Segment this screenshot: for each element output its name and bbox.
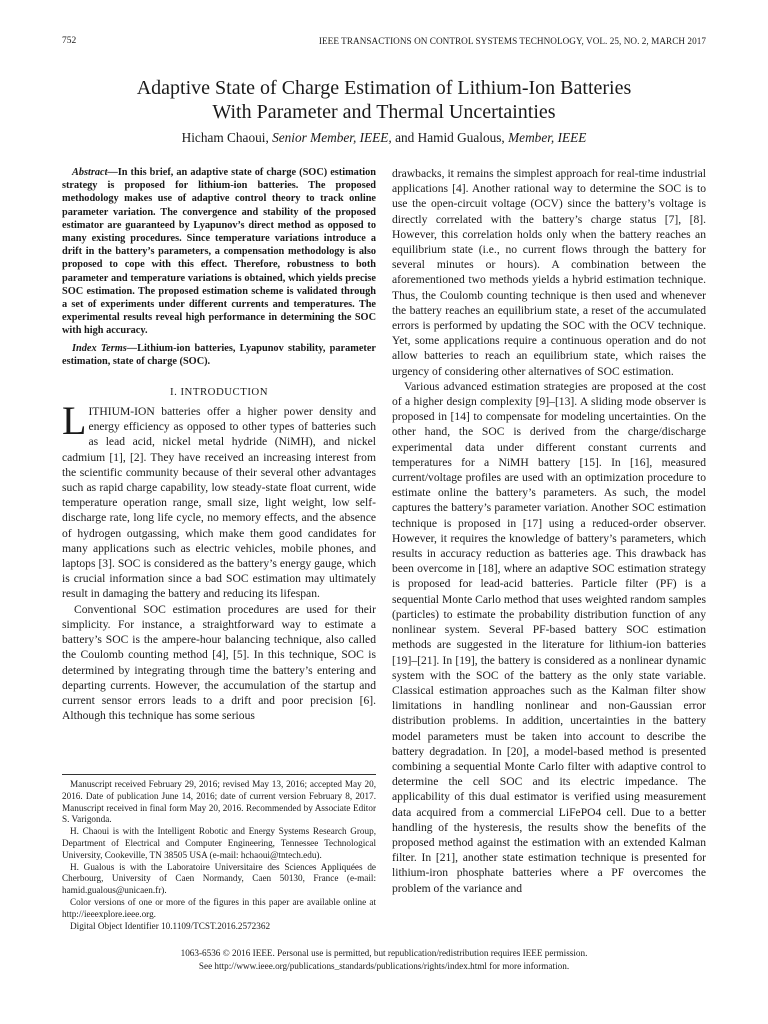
author-1-role: Senior Member, IEEE, bbox=[272, 130, 392, 145]
intro-paragraph-1 bbox=[62, 398, 376, 602]
title-line-2: With Parameter and Thermal Uncertainties bbox=[212, 101, 556, 123]
author-line bbox=[62, 130, 706, 146]
paper-title bbox=[62, 76, 706, 124]
abstract-text: In this brief, an adaptive state of charge (SOC) estimation strategy is proposed for lithium-ion batteries. The proposed methodology makes use of adaptive control theory to track online parameter variation. The convergence and stability of the proposed estimator are guaranteed by Lyapunov’s direct method as opposed to many existing procedures. Since temperature variations introduce a drift in the battery’s parameters, a compensation methodology is also proposed to cope with this effect. Therefore, robustness to both parameter and temperature variations is obtained, which yields precise SOC estimation. The proposed estimation scheme is validated through a set of experiments under different currents and temperatures. The experimental results reveal high performance in determining the SOC with high accuracy. bbox=[62, 167, 376, 337]
footnotes bbox=[62, 774, 376, 932]
footnote-color-versions: Color versions of one or more of the figures in this paper are available online at http://ieeexplore.ieee.org. bbox=[62, 896, 376, 919]
index-terms-text: Lithium-ion batteries, Lyapunov stability, parameter estimation, state of charge (SOC). bbox=[62, 342, 376, 367]
intro-paragraph-1-text: ITHIUM-ION batteries offer a higher power density and energy efficiency as opposed to other types of batteries such as lead acid, nickel metal hydride (NiMH), and nickel cadmium [1], [2]. They have received an increasing interest from the scientific community because of their several other advantages such as rapid charge capability, low steady-state float current, wide temperature operation range, small size, light weight, low self-discharge rate, long life cycle, no memory effects, and the absence of hydrogen outgassing, which make them good candidates for many applications such as electric vehicles, mobile phones, and laptops [3]. SOC is considered as the battery’s energy gauge, which is crucial information since a bad SOC estimation may ultimately result in damaging the battery and reducing its lifespan. bbox=[62, 405, 376, 601]
footnote-manuscript: Manuscript received February 29, 2016; revised May 13, 2016; accepted May 20, 2016. Date of publication June 14, 2016; date of current version February 8, 2017. Manuscript received in final form May 20, 2016. Recommended by Associate Editor S. Varigonda. bbox=[62, 779, 376, 825]
copyright-line-1: 1063-6536 © 2016 IEEE. Personal use is permitted, but republication/redistribution requires IEEE permission. bbox=[180, 948, 588, 958]
page-number: 752 bbox=[62, 36, 77, 46]
footnote-doi: Digital Object Identifier 10.1109/TCST.2016.2572362 bbox=[70, 920, 271, 931]
index-terms bbox=[62, 342, 376, 368]
running-head: IEEE TRANSACTIONS ON CONTROL SYSTEMS TECHNOLOGY, VOL. 25, NO. 2, MARCH 2017 bbox=[318, 36, 706, 46]
right-paragraph-1: drawbacks, it remains the simplest approach for real-time industrial applications [4]. Another rational way to determine the SOC is to use the open-circuit voltage (OCV) since the battery’s voltage is directly correlated with the battery’s charge status [7], [8]. However, this correlation holds only when the battery reaches an equilibrium state (i.e., no current flows through the battery for several minutes or hours). A combination between the aforementioned two methods yields a hybrid estimation technique. Thus, the Coulomb counting technique is then used and whenever the battery reaches an equilibrium state, a reset of the accumulated errors is performed by updating the SOC with the OCV technique. Yet, some applications require a continuous operation and do not allow batteries to reach an equilibrium state, which raises the urgency of considering other alternatives of SOC estimation. bbox=[392, 167, 706, 378]
footnote-author-1: H. Chaoui is with the Intelligent Robotic and Energy Systems Research Group, Department of Electrical and Computer Engineering, Tennessee Technological University, Cookeville, TN 38505 USA (e-mail: hchaoui@tntech.edu). bbox=[62, 826, 376, 860]
author-2-role: Member, IEEE bbox=[508, 130, 587, 145]
abstract bbox=[62, 166, 376, 338]
copyright-line-2: See http://www.ieee.org/publications_standards/publications/rights/index.html for more information. bbox=[198, 960, 570, 971]
right-paragraph-2: Various advanced estimation strategies are proposed at the cost of a higher design complexity [9]–[13]. A sliding mode observer is proposed in [14] to compensate for modeling uncertainties. On the other hand, the SOC is derived from the charge/discharge experimental data under different constant currents and temperatures for a NiMH battery [15]. In [16], measured current/voltage profiles are used with an optimization procedure to estimate online the battery’s parameters. As such, the model captures the battery’s parameter variation. Another SOC estimation technique is proposed in [17] using a reduced-order observer. However, it requires the knowledge of battery’s parameters, which results in accuracy reduction as batteries age. This drawback has been overcome in [18], where an adaptive SOC estimation strategy is proposed for lead-acid batteries. Particle filter (PF) is a sequential Monte Carlo method that uses weighted random samples (particles) to estimate the probability distribution function of any nonlinear system. Several PF-based battery SOC estimation methods are suggested in the literature for lithium-ion batteries [19]–[21]. In [19], the battery is considered as a nonlinear dynamic system with the SOC of the battery as the only state variable. Classical estimation approaches such as the Kalman filter show limitations in handling nonlinear and non-Gaussian error distribution problems. In addition, uncertainties in the battery model parameters must be taken into account to describe the battery degradation. In [20], a model-based method is presented combining a sequential Monte Carlo filter with adaptive control to determine the cell SOC and its electric impedance. The applicability of this dual estimator is verified using measurement data acquired from a commercial LiFePO4 cell. Due to a better handling of the hysteresis, the results show the benefits of the proposed method against the estimation with an extended Kalman filter. In [21], another state estimation technique is presented for lithium-iron phosphate batteries where a PF overcomes the problem of the variance and bbox=[392, 379, 706, 895]
section-heading-introduction: I. INTRODUCTION bbox=[169, 386, 269, 399]
intro-paragraph-2: Conventional SOC estimation procedures are used for their simplicity. For instance, a straightforward way to estimate a battery’s SOC is the ampere-hour balancing technique, also called the Coulomb counting method [4], [5]. In this technique, SOC is determined by integrating through time the battery’s entering and departing currents. However, the accumulation of the startup and current sensor errors leads to a drift and poor precision [6]. Although this technique has some serious bbox=[62, 602, 376, 723]
right-column bbox=[392, 166, 706, 896]
title-line-1: Adaptive State of Charge Estimation of Lithium-Ion Batteries bbox=[136, 77, 632, 99]
footnote-author-2: H. Gualous is with the Laboratoire Universitaire des Sciences Appliquées de Cherbourg, University of Caen Normandy, Caen 50130, France (e-mail: hamid.gualous@unicaen.fr). bbox=[62, 861, 376, 896]
abstract-label: Abstract— bbox=[72, 167, 118, 178]
left-column bbox=[62, 166, 376, 723]
drop-cap: L bbox=[62, 398, 87, 444]
index-terms-label: Index Terms— bbox=[72, 342, 138, 354]
author-2-name: and Hamid Gualous, bbox=[395, 130, 505, 145]
copyright-notice bbox=[62, 947, 706, 972]
author-1-name: Hicham Chaoui, bbox=[181, 130, 269, 145]
